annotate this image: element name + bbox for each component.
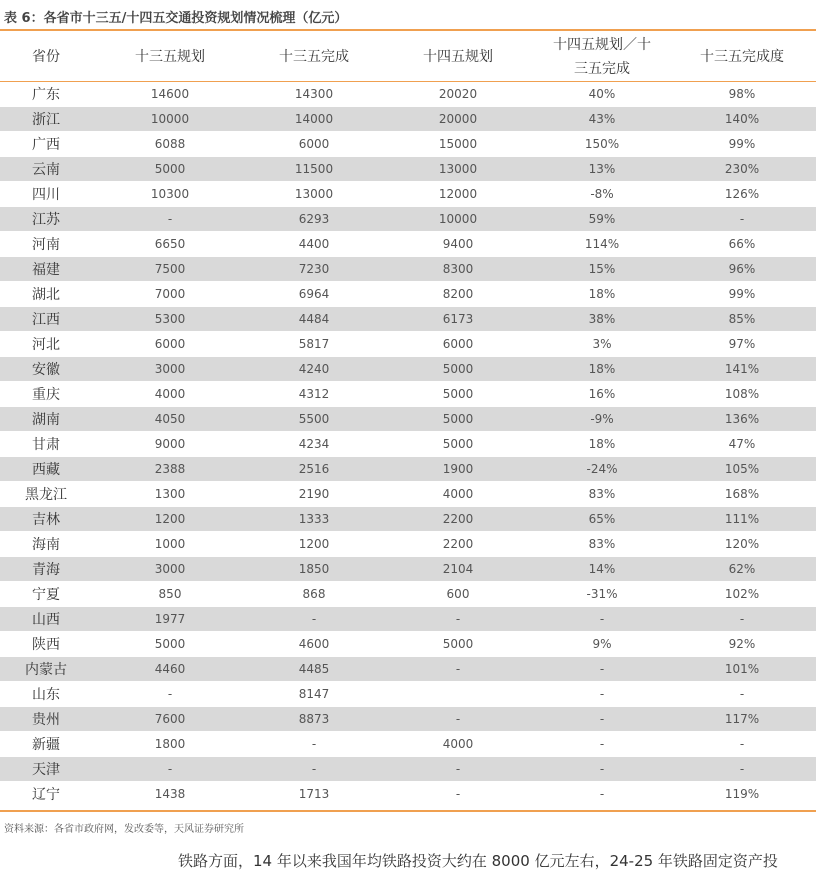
cell-14th-vs-13th: -8%	[536, 182, 668, 207]
investment-table	[0, 32, 816, 806]
table-row	[0, 132, 816, 157]
cell-13th-plan: -	[92, 207, 248, 232]
cell-province: 湖北	[0, 282, 92, 307]
cell-province: 吉林	[0, 507, 92, 532]
header-14th-vs-13th: 十四五规划／十三五完成	[536, 32, 668, 82]
cell-province: 广西	[0, 132, 92, 157]
cell-13th-plan: 5000	[92, 157, 248, 182]
cell-13th-plan: 14600	[92, 82, 248, 107]
cell-14th-plan: 1900	[380, 457, 536, 482]
cell-13th-plan: 5000	[92, 632, 248, 657]
cell-completion-rate: 230%	[668, 157, 816, 182]
table-row	[0, 207, 816, 232]
cell-completion-rate: 168%	[668, 482, 816, 507]
cell-completion-rate: 62%	[668, 557, 816, 582]
cell-13th-plan: 4050	[92, 407, 248, 432]
cell-14th-plan: 600	[380, 582, 536, 607]
cell-13th-plan: 1000	[92, 532, 248, 557]
table-row	[0, 582, 816, 607]
cell-14th-plan: 12000	[380, 182, 536, 207]
cell-13th-completed: 1713	[248, 782, 380, 807]
cell-completion-rate: 120%	[668, 532, 816, 557]
cell-13th-plan: 7000	[92, 282, 248, 307]
cell-province: 福建	[0, 257, 92, 282]
cell-province: 新疆	[0, 732, 92, 757]
cell-13th-completed: 5500	[248, 407, 380, 432]
table-row	[0, 782, 816, 807]
cell-completion-rate: 111%	[668, 507, 816, 532]
cell-completion-rate: -	[668, 607, 816, 632]
header-13th-completion-rate: 十三五完成度	[668, 32, 816, 82]
cell-14th-plan: -	[380, 657, 536, 682]
cell-completion-rate: 126%	[668, 182, 816, 207]
cell-14th-plan: 5000	[380, 382, 536, 407]
cell-14th-plan: 5000	[380, 407, 536, 432]
cell-province: 湖南	[0, 407, 92, 432]
cell-province: 河北	[0, 332, 92, 357]
cell-14th-vs-13th: -	[536, 732, 668, 757]
cell-completion-rate: 102%	[668, 582, 816, 607]
cell-completion-rate: 141%	[668, 357, 816, 382]
header-row	[0, 32, 816, 82]
table-row	[0, 632, 816, 657]
cell-province: 黑龙江	[0, 482, 92, 507]
cell-13th-plan: 5300	[92, 307, 248, 332]
cell-13th-plan: 10300	[92, 182, 248, 207]
cell-13th-completed: 8147	[248, 682, 380, 707]
header-13th-completed: 十三五完成	[248, 32, 380, 82]
cell-completion-rate: 98%	[668, 82, 816, 107]
cell-13th-completed: 4400	[248, 232, 380, 257]
cell-province: 贵州	[0, 707, 92, 732]
cell-14th-vs-13th: -	[536, 757, 668, 782]
cell-14th-plan: 9400	[380, 232, 536, 257]
cell-13th-completed: 8873	[248, 707, 380, 732]
table-row	[0, 407, 816, 432]
body-paragraph: 铁路方面，14 年以来我国年均铁路投资大约在 8000 亿元左右，24-25 年铁路固定资产投	[178, 852, 778, 870]
cell-13th-completed: -	[248, 732, 380, 757]
cell-13th-completed: 2190	[248, 482, 380, 507]
cell-14th-plan: 5000	[380, 432, 536, 457]
table-row	[0, 707, 816, 732]
table-row	[0, 82, 816, 107]
cell-completion-rate: 85%	[668, 307, 816, 332]
cell-completion-rate: -	[668, 207, 816, 232]
table-body	[0, 82, 816, 807]
cell-completion-rate: 99%	[668, 282, 816, 307]
cell-province: 天津	[0, 757, 92, 782]
cell-province: 安徽	[0, 357, 92, 382]
cell-13th-plan: 4460	[92, 657, 248, 682]
cell-13th-plan: 6000	[92, 332, 248, 357]
cell-13th-completed: 7230	[248, 257, 380, 282]
cell-13th-plan: 6088	[92, 132, 248, 157]
cell-14th-vs-13th: 43%	[536, 107, 668, 132]
cell-13th-plan: 1977	[92, 607, 248, 632]
cell-13th-plan: 3000	[92, 557, 248, 582]
cell-14th-plan: -	[380, 607, 536, 632]
cell-completion-rate: 108%	[668, 382, 816, 407]
cell-completion-rate: 99%	[668, 132, 816, 157]
cell-14th-plan: 5000	[380, 632, 536, 657]
cell-14th-plan: 2104	[380, 557, 536, 582]
cell-13th-completed: 13000	[248, 182, 380, 207]
table-row	[0, 507, 816, 532]
cell-province: 宁夏	[0, 582, 92, 607]
cell-14th-plan: 8200	[380, 282, 536, 307]
cell-13th-completed: -	[248, 607, 380, 632]
cell-completion-rate: -	[668, 682, 816, 707]
cell-14th-vs-13th: 40%	[536, 82, 668, 107]
table-row	[0, 457, 816, 482]
cell-completion-rate: 119%	[668, 782, 816, 807]
cell-14th-vs-13th: -	[536, 657, 668, 682]
table-caption: 表 6：各省市十三五/十四五交通投资规划情况梳理（亿元）	[4, 11, 348, 26]
table-row	[0, 332, 816, 357]
cell-14th-vs-13th: 65%	[536, 507, 668, 532]
cell-13th-plan: 1300	[92, 482, 248, 507]
cell-13th-plan: 1438	[92, 782, 248, 807]
cell-14th-vs-13th: -24%	[536, 457, 668, 482]
cell-13th-plan: 1200	[92, 507, 248, 532]
table-bottom-rule	[0, 810, 816, 812]
source-note: 资料来源：各省市政府网，发改委等，天风证券研究所	[4, 824, 244, 835]
cell-completion-rate: 66%	[668, 232, 816, 257]
cell-13th-plan: 9000	[92, 432, 248, 457]
cell-13th-plan: 7600	[92, 707, 248, 732]
cell-completion-rate: 117%	[668, 707, 816, 732]
cell-14th-plan: 5000	[380, 357, 536, 382]
cell-14th-vs-13th: 3%	[536, 332, 668, 357]
table-row	[0, 382, 816, 407]
cell-13th-completed: 868	[248, 582, 380, 607]
table-row	[0, 357, 816, 382]
cell-13th-completed: 4485	[248, 657, 380, 682]
cell-province: 山东	[0, 682, 92, 707]
table-row	[0, 657, 816, 682]
cell-completion-rate: 105%	[668, 457, 816, 482]
cell-13th-completed: 14300	[248, 82, 380, 107]
cell-province: 陕西	[0, 632, 92, 657]
cell-14th-plan: 2200	[380, 507, 536, 532]
table-row	[0, 182, 816, 207]
cell-14th-vs-13th: 13%	[536, 157, 668, 182]
cell-14th-plan: 8300	[380, 257, 536, 282]
cell-14th-vs-13th: 59%	[536, 207, 668, 232]
table-row	[0, 107, 816, 132]
cell-province: 西藏	[0, 457, 92, 482]
cell-13th-completed: 4312	[248, 382, 380, 407]
cell-13th-plan: 850	[92, 582, 248, 607]
cell-13th-completed: 5817	[248, 332, 380, 357]
cell-13th-completed: 1850	[248, 557, 380, 582]
cell-14th-vs-13th: 83%	[536, 532, 668, 557]
cell-14th-vs-13th: -	[536, 782, 668, 807]
cell-province: 四川	[0, 182, 92, 207]
cell-13th-completed: 4240	[248, 357, 380, 382]
cell-14th-vs-13th: 18%	[536, 357, 668, 382]
cell-province: 广东	[0, 82, 92, 107]
cell-14th-plan: 13000	[380, 157, 536, 182]
cell-13th-completed: 4600	[248, 632, 380, 657]
table-row	[0, 682, 816, 707]
cell-province: 海南	[0, 532, 92, 557]
cell-14th-vs-13th: -9%	[536, 407, 668, 432]
cell-province: 青海	[0, 557, 92, 582]
cell-14th-plan: -	[380, 782, 536, 807]
table-row	[0, 557, 816, 582]
cell-province: 山西	[0, 607, 92, 632]
cell-province: 云南	[0, 157, 92, 182]
cell-14th-vs-13th: 16%	[536, 382, 668, 407]
cell-14th-plan: -	[380, 757, 536, 782]
cell-14th-plan: 20000	[380, 107, 536, 132]
cell-13th-plan: 7500	[92, 257, 248, 282]
table-row	[0, 257, 816, 282]
cell-13th-completed: 2516	[248, 457, 380, 482]
cell-completion-rate: -	[668, 757, 816, 782]
cell-14th-vs-13th: 9%	[536, 632, 668, 657]
cell-13th-completed: 1333	[248, 507, 380, 532]
cell-14th-vs-13th: 114%	[536, 232, 668, 257]
cell-14th-vs-13th: 83%	[536, 482, 668, 507]
cell-completion-rate: 136%	[668, 407, 816, 432]
cell-14th-plan	[380, 682, 536, 707]
cell-13th-plan: -	[92, 682, 248, 707]
cell-14th-vs-13th: -	[536, 607, 668, 632]
cell-14th-vs-13th: 18%	[536, 432, 668, 457]
cell-province: 重庆	[0, 382, 92, 407]
cell-13th-plan: 6650	[92, 232, 248, 257]
cell-14th-vs-13th: 150%	[536, 132, 668, 157]
table-row	[0, 757, 816, 782]
cell-14th-vs-13th: 15%	[536, 257, 668, 282]
cell-13th-completed: 14000	[248, 107, 380, 132]
cell-14th-plan: 4000	[380, 482, 536, 507]
cell-14th-vs-13th: -	[536, 707, 668, 732]
cell-13th-completed: 11500	[248, 157, 380, 182]
cell-14th-vs-13th: 14%	[536, 557, 668, 582]
cell-13th-completed: 4484	[248, 307, 380, 332]
cell-13th-plan: 10000	[92, 107, 248, 132]
cell-13th-plan: 4000	[92, 382, 248, 407]
cell-province: 河南	[0, 232, 92, 257]
cell-province: 江苏	[0, 207, 92, 232]
cell-province: 江西	[0, 307, 92, 332]
cell-13th-completed: 6293	[248, 207, 380, 232]
cell-13th-plan: 1800	[92, 732, 248, 757]
table-row	[0, 532, 816, 557]
cell-completion-rate: 97%	[668, 332, 816, 357]
cell-completion-rate: 96%	[668, 257, 816, 282]
cell-14th-vs-13th: -31%	[536, 582, 668, 607]
cell-14th-plan: 4000	[380, 732, 536, 757]
cell-province: 浙江	[0, 107, 92, 132]
cell-14th-plan: 6173	[380, 307, 536, 332]
table-row	[0, 157, 816, 182]
table-row	[0, 482, 816, 507]
cell-completion-rate: -	[668, 732, 816, 757]
cell-province: 辽宁	[0, 782, 92, 807]
cell-14th-vs-13th: 38%	[536, 307, 668, 332]
cell-completion-rate: 101%	[668, 657, 816, 682]
cell-13th-completed: 6000	[248, 132, 380, 157]
cell-13th-completed: 6964	[248, 282, 380, 307]
cell-completion-rate: 92%	[668, 632, 816, 657]
cell-13th-plan: 2388	[92, 457, 248, 482]
cell-14th-plan: 6000	[380, 332, 536, 357]
table-row	[0, 307, 816, 332]
cell-completion-rate: 140%	[668, 107, 816, 132]
cell-13th-completed: 1200	[248, 532, 380, 557]
table-top-rule	[0, 29, 816, 31]
cell-13th-plan: -	[92, 757, 248, 782]
header-14th-plan: 十四五规划	[380, 32, 536, 82]
cell-14th-plan: 10000	[380, 207, 536, 232]
cell-14th-vs-13th: -	[536, 682, 668, 707]
cell-14th-plan: 15000	[380, 132, 536, 157]
table-row	[0, 607, 816, 632]
cell-14th-plan: 20020	[380, 82, 536, 107]
cell-13th-plan: 3000	[92, 357, 248, 382]
cell-completion-rate: 47%	[668, 432, 816, 457]
cell-province: 内蒙古	[0, 657, 92, 682]
header-province: 省份	[0, 32, 92, 82]
table-row	[0, 432, 816, 457]
table-row	[0, 732, 816, 757]
table-row	[0, 232, 816, 257]
header-13th-plan: 十三五规划	[92, 32, 248, 82]
cell-13th-completed: 4234	[248, 432, 380, 457]
cell-13th-completed: -	[248, 757, 380, 782]
table-row	[0, 282, 816, 307]
cell-14th-vs-13th: 18%	[536, 282, 668, 307]
cell-province: 甘肃	[0, 432, 92, 457]
cell-14th-plan: 2200	[380, 532, 536, 557]
cell-14th-plan: -	[380, 707, 536, 732]
